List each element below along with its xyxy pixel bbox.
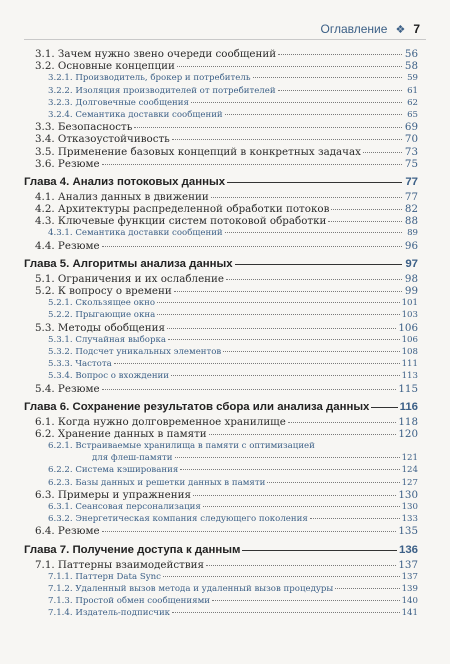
- toc-page-number: 141: [401, 608, 418, 619]
- leader-dots: [114, 363, 400, 364]
- toc-page-number: 136: [398, 543, 418, 556]
- leader-dots: [253, 77, 402, 78]
- chapter-separator: [24, 395, 418, 398]
- toc-entry[interactable]: [24, 158, 418, 170]
- toc-entry[interactable]: [24, 370, 418, 382]
- toc-page-number: 111: [401, 359, 418, 370]
- toc-entry[interactable]: [24, 525, 418, 537]
- toc-entry[interactable]: [24, 571, 418, 583]
- leader-dots: [102, 164, 402, 165]
- toc-entry-label: 5.3.3. Частота: [48, 359, 112, 370]
- leader-dots: [175, 457, 400, 458]
- chapter-separator: [24, 170, 418, 173]
- toc-entry[interactable]: [24, 121, 418, 133]
- toc-page-number: 116: [399, 400, 418, 413]
- toc-entry[interactable]: [24, 322, 418, 334]
- toc-entry[interactable]: [24, 513, 418, 525]
- toc-entry[interactable]: [24, 559, 418, 571]
- leader-dots: [278, 54, 402, 55]
- toc-entry[interactable]: [24, 595, 418, 607]
- toc-entry[interactable]: [24, 48, 418, 60]
- leader-dots: [267, 482, 399, 483]
- leader-dots: [225, 114, 402, 115]
- toc-entry-label: 5.3.2. Подсчет уникальных элементов: [48, 346, 222, 357]
- toc-page-number: 56: [404, 48, 418, 60]
- toc-entry[interactable]: [24, 215, 418, 227]
- toc-page-number: 106: [401, 334, 418, 345]
- leader-dots: [278, 90, 402, 91]
- toc-entry-label: 7.1.2. Удаленный вызов метода и удаленный вызов процедуры: [48, 583, 334, 594]
- toc-entry[interactable]: [24, 501, 418, 513]
- toc-page-number: 137: [401, 571, 418, 582]
- toc-entry[interactable]: [24, 227, 418, 239]
- toc-entry-label: 6.2. Хранение данных в памяти: [35, 427, 207, 440]
- toc-page-number: 113: [401, 371, 418, 382]
- header-divider: [24, 39, 426, 40]
- chapter-separator: [24, 252, 418, 255]
- toc-page-number: 69: [404, 121, 418, 134]
- leader-dots: [328, 221, 402, 222]
- toc-page-number: 120: [398, 427, 418, 440]
- leader-dots: [235, 264, 402, 265]
- toc-page-number: 133: [401, 514, 418, 525]
- leader-dots: [174, 291, 402, 292]
- toc-page-number: 121: [401, 453, 418, 464]
- toc-entry-label: Глава 6. Сохранение результатов сбора или анализа данных: [24, 400, 370, 413]
- toc-entry[interactable]: [24, 285, 418, 297]
- toc-entry-label: 7.1.4. Издатель-подписчик: [48, 608, 171, 619]
- toc-chapter[interactable]: [24, 542, 418, 559]
- toc-page-number: 103: [401, 310, 418, 321]
- toc-page-number: 108: [401, 346, 418, 357]
- toc-entry[interactable]: [24, 334, 418, 346]
- toc-entry[interactable]: [24, 191, 418, 203]
- leader-dots: [171, 375, 400, 376]
- toc-page-number: 97: [405, 257, 418, 270]
- leader-dots: [288, 422, 396, 423]
- ornament-icon: ❖: [395, 23, 406, 36]
- toc-entry-label: 6.2.2. Система кэширования: [48, 465, 179, 476]
- toc-entry[interactable]: [24, 309, 418, 321]
- toc-entry-label: Глава 7. Получение доступа к данным: [24, 543, 241, 556]
- toc-page-number: 99: [404, 285, 418, 297]
- toc-entry[interactable]: [24, 583, 418, 595]
- toc-entry-label: 5.2.1. Скользящее окно: [48, 298, 156, 309]
- leader-dots: [242, 550, 397, 551]
- toc-page-number: 62: [407, 97, 418, 108]
- toc-page-number: 89: [407, 228, 418, 239]
- toc-entry-label: 5.3.4. Вопрос о вхождении: [48, 371, 169, 382]
- table-of-contents: [24, 48, 418, 620]
- toc-entry-label: 5.3. Методы обобщения: [35, 321, 165, 334]
- toc-page-number: 137: [398, 558, 418, 571]
- toc-entry-label: 5.3.1. Случайная выборка: [48, 334, 166, 345]
- toc-entry[interactable]: [24, 607, 418, 619]
- toc-entry-label: 3.1. Зачем нужно звено очереди сообщений: [35, 48, 277, 60]
- toc-page-number: 65: [407, 109, 418, 120]
- toc-entry-label: 3.3. Безопасность: [35, 121, 133, 134]
- leader-dots: [102, 389, 397, 390]
- leader-dots: [172, 612, 400, 613]
- toc-entry-label: 5.1. Ограничения и их ослабление: [35, 272, 224, 285]
- page-number: 7: [413, 22, 420, 36]
- toc-chapter[interactable]: [24, 256, 418, 273]
- toc-entry-label: 7.1.1. Паттерн Data Sync: [48, 571, 161, 582]
- toc-entry-label: 4.3. Ключевые функции систем потоковой обработки: [35, 215, 327, 228]
- toc-page-number: 73: [404, 145, 418, 158]
- toc-entry-label: 6.2.3. Базы данных и решетки данных в памяти: [48, 477, 266, 488]
- leader-dots: [223, 351, 399, 352]
- leader-dots: [167, 328, 396, 329]
- leader-dots: [102, 246, 402, 247]
- toc-entry-label: 6.3.1. Сеансовая персонализация: [48, 502, 201, 512]
- toc-entry-label: Глава 5. Алгоритмы анализа данных: [24, 257, 233, 270]
- toc-page-number: 135: [398, 525, 418, 538]
- leader-dots: [172, 139, 402, 140]
- toc-entry-label: 6.1. Когда нужно долговременное хранилище: [35, 415, 286, 428]
- leader-dots: [212, 600, 400, 601]
- toc-entry-label: 3.6. Резюме: [35, 157, 100, 170]
- leader-dots: [203, 506, 400, 507]
- toc-entry-label: 4.2. Архитектуры распределенной обработки потоков: [35, 203, 330, 216]
- toc-entry[interactable]: [24, 416, 418, 428]
- toc-entry-label: 4.3.1. Семантика доставки сообщений: [48, 228, 223, 239]
- toc-entry[interactable]: [24, 240, 418, 252]
- toc-page-number: 82: [404, 203, 418, 216]
- toc-entry-label: для флеш-памяти: [92, 453, 173, 464]
- toc-entry[interactable]: [24, 85, 418, 97]
- toc-entry-label: 5.2.2. Прыгающие окна: [48, 310, 156, 321]
- toc-page-number: 115: [398, 382, 418, 395]
- toc-page-number: 127: [401, 477, 418, 488]
- section-title: Оглавление: [320, 22, 388, 36]
- leader-dots: [335, 588, 399, 589]
- toc-page-number: 77: [405, 175, 418, 188]
- toc-entry[interactable]: [24, 109, 418, 121]
- toc-entry-label: 3.2. Основные концепции: [35, 60, 175, 73]
- toc-entry-label: Глава 4. Анализ потоковых данных: [24, 175, 226, 188]
- toc-page-number: 140: [401, 596, 418, 607]
- toc-page-number: 139: [401, 583, 418, 594]
- toc-entry-label: 6.2.1. Встраиваемые хранилища в памяти с оптимизацией: [48, 441, 315, 452]
- running-head: [321, 22, 420, 36]
- toc-entry-label: 4.4. Резюме: [35, 239, 100, 252]
- toc-entry-label: 4.1. Анализ данных в движении: [35, 190, 209, 203]
- toc-entry-label: 5.2. К вопросу о времени: [35, 285, 172, 297]
- leader-dots: [180, 469, 399, 470]
- toc-entry-label: 3.2.1. Производитель, брокер и потребитель: [48, 73, 251, 84]
- toc-entry[interactable]: [24, 97, 418, 109]
- toc-entry-label: 6.3. Примеры и упражнения: [35, 488, 191, 501]
- toc-page-number: 101: [401, 298, 418, 309]
- toc-entry[interactable]: [24, 273, 418, 285]
- toc-entry-label: 7.1.3. Простой обмен сообщениями: [48, 596, 210, 607]
- toc-entry-label: 3.4. Отказоустойчивость: [35, 133, 170, 146]
- leader-dots: [209, 434, 397, 435]
- toc-page-number: 88: [404, 215, 418, 228]
- leader-dots: [331, 209, 402, 210]
- chapter-separator: [24, 538, 418, 541]
- leader-dots: [177, 66, 402, 67]
- toc-chapter[interactable]: [24, 399, 418, 416]
- leader-dots: [363, 152, 402, 153]
- toc-page-number: 59: [407, 73, 418, 84]
- toc-page-number: 130: [401, 502, 418, 512]
- toc-page-number: 75: [404, 157, 418, 170]
- leader-dots: [227, 182, 402, 183]
- toc-page-number: 58: [404, 60, 418, 73]
- leader-dots: [226, 279, 402, 280]
- toc-entry[interactable]: [24, 60, 418, 72]
- toc-entry-label: 6.3.2. Энергетическая компания следующего поколения: [48, 514, 308, 525]
- toc-page-number: 70: [404, 133, 418, 146]
- leader-dots: [211, 197, 402, 198]
- leader-dots: [371, 407, 397, 408]
- toc-entry-label: 3.2.2. Изоляция производителей от потребителей: [48, 85, 276, 96]
- toc-entry[interactable]: [24, 133, 418, 145]
- toc-entry[interactable]: [24, 464, 418, 476]
- toc-page-number: 118: [398, 415, 418, 428]
- toc-entry-label: 3.2.3. Долговечные сообщения: [48, 97, 189, 108]
- toc-entry-label: 3.5. Применение базовых концепций в конкретных задачах: [35, 145, 361, 158]
- leader-dots: [157, 314, 399, 315]
- toc-page-number: 98: [404, 272, 418, 285]
- leader-dots: [191, 102, 402, 103]
- toc-entry[interactable]: [24, 489, 418, 501]
- toc-page-number: 124: [401, 465, 418, 476]
- leader-dots: [193, 495, 396, 496]
- toc-entry[interactable]: [24, 440, 418, 452]
- leader-dots: [206, 565, 396, 566]
- toc-entry[interactable]: [24, 146, 418, 158]
- toc-chapter[interactable]: [24, 174, 418, 191]
- toc-entry[interactable]: [24, 72, 418, 84]
- leader-dots: [134, 127, 402, 128]
- leader-dots: [163, 576, 400, 577]
- toc-entry[interactable]: [24, 452, 418, 464]
- toc-entry[interactable]: [24, 383, 418, 395]
- leader-dots: [157, 302, 400, 303]
- toc-page-number: 106: [398, 321, 418, 334]
- toc-entry[interactable]: [24, 297, 418, 309]
- leader-dots: [102, 531, 397, 532]
- leader-dots: [310, 518, 400, 519]
- toc-entry[interactable]: [24, 203, 418, 215]
- toc-entry-label: 7.1. Паттерны взаимодействия: [35, 558, 204, 571]
- toc-page-number: 61: [407, 85, 418, 96]
- toc-entry[interactable]: [24, 477, 418, 489]
- toc-page-number: 130: [398, 488, 418, 501]
- toc-entry-label: 3.2.4. Семантика доставки сообщений: [48, 109, 223, 120]
- toc-entry[interactable]: [24, 428, 418, 440]
- leader-dots: [225, 232, 402, 233]
- toc-entry-label: 5.4. Резюме: [35, 382, 100, 395]
- leader-dots: [168, 339, 400, 340]
- toc-page-number: 96: [404, 239, 418, 252]
- toc-page-number: 77: [404, 190, 418, 203]
- toc-entry-label: 6.4. Резюме: [35, 525, 100, 538]
- toc-entry[interactable]: [24, 358, 418, 370]
- toc-entry[interactable]: [24, 346, 418, 358]
